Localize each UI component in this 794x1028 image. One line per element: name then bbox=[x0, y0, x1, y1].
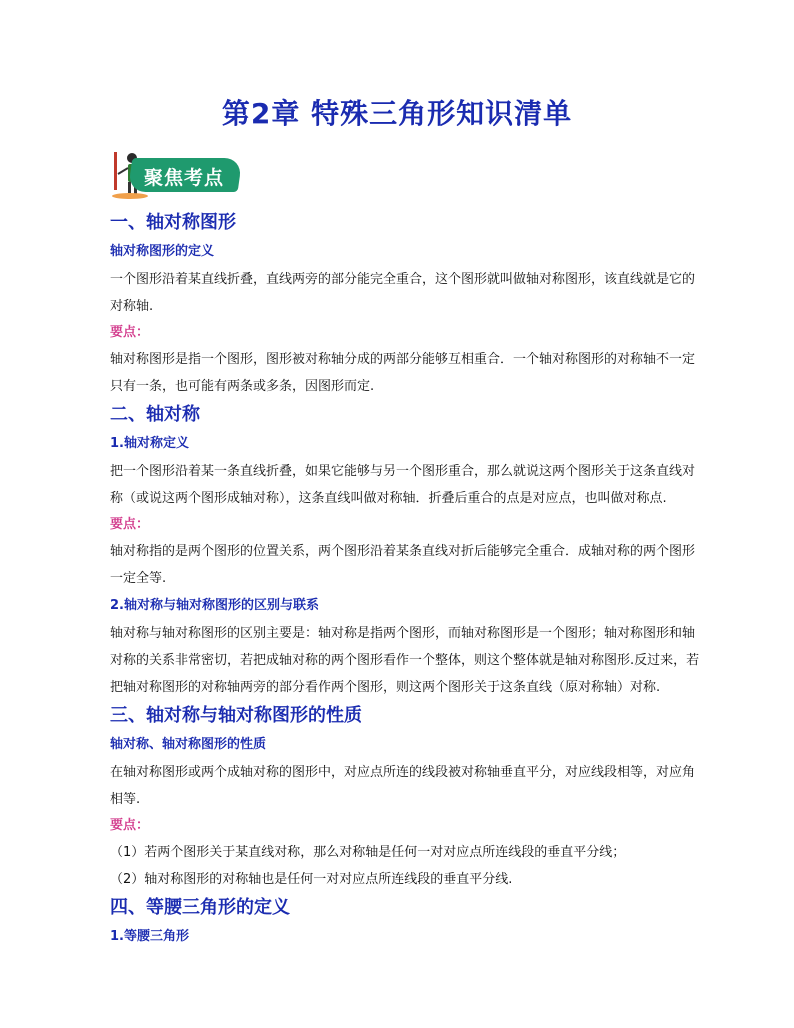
paragraph: 在轴对称图形或两个成轴对称的图形中，对应点所连的线段被对称轴垂直平分，对应线段相等，对应角相等. bbox=[110, 765, 696, 807]
paragraph: 轴对称与轴对称图形的区别主要是：轴对称是指两个图形，而轴对称图形是一个图形；轴对称图形和轴对称的关系非常密切，若把成轴对称的两个图形看作一个整体，则这个整体就是轴对称图形.反过来，若把轴对称图形的对称轴两旁的部分看作两个图形，则这两个图形关于这条直线（原对称轴）对称. bbox=[110, 626, 700, 695]
subsection-heading: 1.等腰三角形 bbox=[110, 929, 189, 944]
content bbox=[110, 208, 700, 951]
key-point-label: 要点： bbox=[110, 818, 150, 833]
paragraph: 轴对称图形是指一个图形，图形被对称轴分成的两部分能够互相重合．一个轴对称图形的对称轴不一定只有一条，也可能有两条或多条，因图形而定. bbox=[110, 352, 696, 394]
section-heading: 三、轴对称与轴对称图形的性质 bbox=[110, 705, 362, 726]
key-point-label: 要点： bbox=[110, 517, 150, 532]
paragraph: 把一个图形沿着某一条直线折叠，如果它能够与另一个图形重合，那么就说这两个图形关于这条直线对称（或说这两个图形成轴对称），这条直线叫做对称轴．折叠后重合的点是对应点，也叫做对称点. bbox=[110, 464, 696, 506]
subsection-heading: 2.轴对称与轴对称图形的区别与联系 bbox=[110, 598, 319, 613]
paragraph: 轴对称指的是两个图形的位置关系，两个图形沿着某条直线对折后能够完全重合．成轴对称的两个图形一定全等. bbox=[110, 544, 696, 586]
page-title: 第2章 特殊三角形知识清单 bbox=[221, 97, 573, 130]
badge-label: 聚焦考点 bbox=[144, 167, 225, 189]
section-heading: 四、等腰三角形的定义 bbox=[110, 897, 290, 918]
list-item: （2）轴对称图形的对称轴也是任何一对对应点所连线段的垂直平分线. bbox=[110, 872, 513, 887]
list-item: （1）若两个图形关于某直线对称，那么对称轴是任何一对对应点所连线段的垂直平分线； bbox=[110, 845, 626, 860]
focus-badge bbox=[108, 148, 240, 200]
subsection-heading: 轴对称图形的定义 bbox=[110, 244, 215, 259]
subsection-heading: 轴对称、轴对称图形的性质 bbox=[110, 737, 267, 752]
section-heading: 二、轴对称 bbox=[110, 404, 200, 425]
paragraph: 一个图形沿着某直线折叠，直线两旁的部分能完全重合，这个图形就叫做轴对称图形，该直线就是它的对称轴. bbox=[110, 272, 696, 314]
subsection-heading: 1.轴对称定义 bbox=[110, 436, 189, 451]
key-point-label: 要点： bbox=[110, 325, 150, 340]
section-heading: 一、轴对称图形 bbox=[110, 212, 236, 233]
